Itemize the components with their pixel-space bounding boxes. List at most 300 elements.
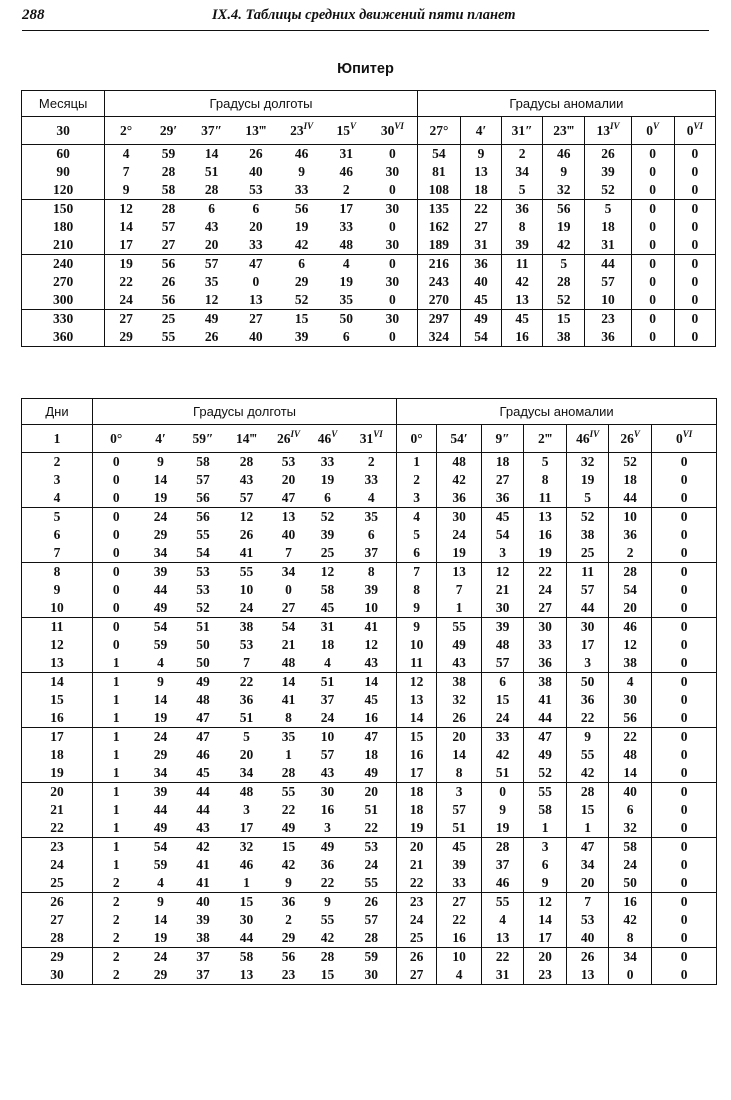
longitude-cell: 28 [320,949,335,964]
anomaly-cell: 1 [524,819,567,838]
longitude-cell: 14 [153,472,168,487]
longitude-cell: 28 [161,201,176,216]
longitude-cell: 28 [190,181,233,200]
anomaly-group-header: Градусы аномалии [397,399,717,425]
longitude-cell: 6 [298,256,305,271]
longitude-cell: 30 [368,236,417,255]
anomaly-cell: $0^{VI}$ [652,425,717,453]
row-label: 270 [53,274,74,289]
row-label: 7 [22,544,93,563]
anomaly-cell: 243 [417,273,460,291]
order-superscript: IV [303,121,314,131]
table-row [22,273,716,291]
anomaly-cell: 18 [482,453,524,472]
longitude-cell: 56 [281,949,296,964]
anomaly-cell: 2 [502,145,543,164]
longitude-cell: 34 [140,544,182,563]
anomaly-cell: 19 [482,819,524,838]
anomaly-cell: 23 [524,966,567,985]
anomaly-cell: 8 [502,218,543,236]
longitude-cell: 19 [320,472,335,487]
anomaly-cell: 0 [652,783,717,802]
longitude-cell: 12 [190,291,233,310]
anomaly-cell: 45 [437,838,482,857]
anomaly-cell: 6 [524,856,567,874]
row-label: 10 [22,599,93,618]
longitude-cell: 44 [225,929,269,948]
longitude-cell: 1 [93,728,140,747]
anomaly-cell: 19 [543,218,585,236]
longitude-cell: $15^V$ [325,117,368,145]
table-row [22,544,717,563]
anomaly-cell: 15 [482,691,524,709]
longitude-cell: 15 [294,311,309,326]
longitude-cell: 42 [278,236,324,255]
anomaly-cell: 14 [437,746,482,764]
anomaly-cell: 9 [397,599,437,618]
longitude-cell: 30 [385,311,400,326]
anomaly-cell: 42 [567,764,609,783]
row-label: 4 [22,489,93,508]
table-row [22,236,716,255]
anomaly-cell: 13 [437,563,482,582]
longitude-cell: 12 [320,564,335,579]
anomaly-cell: 43 [437,654,482,673]
longitude-cell: 47 [182,709,225,728]
anomaly-cell: 18 [460,181,501,200]
longitude-cell: 3 [309,819,347,838]
anomaly-cell: $26^V$ [609,425,652,453]
longitude-cell: 54 [281,619,296,634]
longitude-cell: 40 [196,894,210,909]
longitude-cell: 29′ [147,117,190,145]
anomaly-cell: 20 [397,838,437,857]
anomaly-cell: 297 [417,310,460,329]
anomaly-cell: 10 [609,508,652,527]
row-label: 30 [22,117,105,145]
anomaly-cell: 9″ [482,425,524,453]
row-label: 180 [53,219,74,234]
anomaly-cell: 8 [524,471,567,489]
longitude-cell: 34 [225,764,269,783]
longitude-cell: 58 [320,582,335,597]
table-row [22,673,717,692]
anomaly-cell: 6 [482,673,524,692]
anomaly-cell: 32 [609,819,652,838]
row-label-header: Месяцы [22,91,105,117]
anomaly-cell: 23 [585,310,631,329]
longitude-cell: 49 [347,764,397,783]
row-label: 25 [22,874,93,893]
longitude-cell: 0 [252,274,260,289]
longitude-cell: 19 [140,489,182,508]
longitude-cell: 40 [249,329,263,344]
longitude-cell: 33 [233,236,278,255]
longitude-cell: 1 [285,747,292,762]
anomaly-cell: $46^{IV}$ [567,425,609,453]
anomaly-cell: 22 [567,709,609,728]
anomaly-cell: 4 [609,673,652,692]
longitude-cell: 0 [388,256,396,271]
longitude-cell: 26 [204,329,219,344]
anomaly-cell: 5 [567,489,609,508]
anomaly-cell: 0 [652,948,717,967]
longitude-cell: 13 [239,967,254,982]
longitude-cell: 0 [93,508,140,527]
anomaly-cell: 27 [397,966,437,985]
longitude-cell: 39 [320,527,335,542]
longitude-cell: 6 [342,329,350,344]
longitude-cell: 1 [93,709,140,728]
anomaly-cell: 30 [437,508,482,527]
anomaly-cell: 0 [652,911,717,929]
anomaly-cell: 49 [437,636,482,654]
anomaly-cell: 56 [609,709,652,728]
anomaly-cell: 5 [543,255,585,274]
anomaly-cell: 0 [674,236,715,255]
anomaly-cell: 11 [502,255,543,274]
anomaly-cell: 12 [397,673,437,692]
longitude-cell: 21 [281,637,296,652]
anomaly-cell: 4′ [460,117,501,145]
longitude-cell: 24 [225,599,269,618]
longitude-cell: 29 [153,967,168,982]
longitude-cell: 45 [364,692,379,707]
table-row [22,691,717,709]
anomaly-cell: 0 [652,618,717,637]
longitude-cell: 6 [252,201,260,216]
row-label: 20 [50,784,64,799]
longitude-cell: 46 [239,857,254,872]
anomaly-cell: 14 [609,764,652,783]
longitude-cell: 8 [367,564,375,579]
anomaly-cell: 48 [482,636,524,654]
longitude-cell: 44 [153,802,168,817]
anomaly-cell: 31″ [502,117,543,145]
table-row [22,636,717,654]
longitude-cell: 5 [243,729,250,744]
longitude-cell: 14 [204,146,219,161]
longitude-cell: 57 [364,912,379,927]
longitude-cell: 24 [364,857,379,872]
anomaly-cell: 13 [397,691,437,709]
longitude-cell: 55 [347,874,397,893]
longitude-cell: 2° [105,117,147,145]
anomaly-cell: 22 [397,874,437,893]
anomaly-cell: 2 [609,544,652,563]
longitude-cell: 14 [281,674,296,689]
longitude-cell: 22 [239,674,254,689]
page-header [22,0,709,31]
anomaly-cell: 34 [502,163,543,181]
longitude-cell: 0 [93,526,140,544]
longitude-cell: 49 [320,839,335,854]
anomaly-cell: 57 [437,801,482,819]
longitude-cell: 10 [239,582,254,597]
table-row [22,489,717,508]
anomaly-cell: 13 [482,929,524,948]
table-row [22,599,717,618]
anomaly-cell: 5 [502,181,543,200]
row-label: 11 [50,619,64,634]
anomaly-cell: 38 [524,673,567,692]
row-label: 30 [50,967,64,982]
anomaly-cell: 0 [631,236,674,255]
anomaly-cell: 39 [482,618,524,637]
anomaly-cell: 20 [437,728,482,747]
longitude-cell: 15 [239,894,254,909]
anomaly-cell: 0 [631,218,674,236]
anomaly-cell: 18 [585,218,631,236]
longitude-cell: 51 [225,709,269,728]
table-row [22,163,716,181]
longitude-cell: 30 [364,967,379,982]
order-superscript: VI [373,429,383,439]
longitude-cell: 23 [281,967,296,982]
anomaly-cell: 2 [397,471,437,489]
longitude-cell: 37 [196,967,210,982]
longitude-cell: 47 [364,729,379,744]
longitude-cell: 39 [294,329,309,344]
row-label: 300 [22,291,105,310]
anomaly-cell: $13^{IV}$ [585,117,631,145]
longitude-cell: 41 [281,692,296,707]
anomaly-cell: 0 [674,145,715,164]
anomaly-cell: 52 [585,181,631,200]
order-superscript: VI [682,429,693,439]
longitude-cell: 27 [105,310,147,329]
anomaly-cell: 38 [567,526,609,544]
longitude-cell: 22 [309,874,347,893]
anomaly-cell: 19 [437,544,482,563]
longitude-cell: 42 [281,857,296,872]
table-row [22,709,717,728]
longitude-cell: 4 [309,654,347,673]
anomaly-cell: 0 [652,838,717,857]
anomaly-cell: 11 [397,654,437,673]
anomaly-cell: 1 [437,599,482,618]
longitude-cell: 24 [309,709,347,728]
row-label: 3 [53,472,61,487]
longitude-cell: 52 [182,599,225,618]
longitude-cell: 15 [320,967,335,982]
longitude-cell: 55 [320,912,335,927]
longitude-cell: 54 [153,619,168,634]
longitude-cell: 9 [157,674,164,689]
anomaly-cell: 0 [631,200,674,219]
longitude-cell: 30 [385,201,400,216]
anomaly-cell: 48 [437,453,482,472]
order-superscript: V [331,429,338,439]
table-row [22,966,717,985]
anomaly-cell: 12 [482,563,524,582]
longitude-cell: 0 [388,329,396,344]
anomaly-cell: 58 [524,801,567,819]
anomaly-cell: 3 [567,654,609,673]
anomaly-cell: 31 [460,236,501,255]
longitude-cell: 1 [93,838,140,857]
anomaly-cell: 27 [460,218,501,236]
anomaly-cell: 14 [524,911,567,929]
table-row [22,838,717,857]
table-row [22,929,717,948]
anomaly-cell: 50 [609,874,652,893]
anomaly-cell: 0 [674,255,715,274]
anomaly-cell: 10 [397,636,437,654]
longitude-cell: 18 [364,747,379,762]
anomaly-cell: 16 [397,746,437,764]
anomaly-cell: 24 [524,581,567,599]
anomaly-cell: 0 [652,581,717,599]
anomaly-cell: 36 [437,489,482,508]
anomaly-cell: 30 [482,599,524,618]
anomaly-cell: 7 [567,893,609,912]
anomaly-cell: 10 [437,948,482,967]
anomaly-cell: $0^{VI}$ [674,117,715,145]
row-label: 29 [50,949,64,964]
table-row [22,801,717,819]
anomaly-cell: 27 [524,599,567,618]
longitude-cell: $46^V$ [309,425,347,453]
anomaly-cell: 8 [609,929,652,948]
row-label: 15 [50,692,64,707]
row-label: 24 [50,857,64,872]
longitude-cell: 4 [347,489,397,508]
anomaly-cell: 2‴ [524,425,567,453]
longitude-cell: 51 [320,674,335,689]
anomaly-cell: 28 [543,273,585,291]
longitude-cell: 24 [153,949,168,964]
longitude-cell: 33 [339,219,354,234]
anomaly-cell: 13 [524,508,567,527]
anomaly-cell: 0 [652,966,717,985]
longitude-group-header: Градусы долготы [93,399,397,425]
anomaly-cell: 20 [609,599,652,618]
table-row [22,471,717,489]
anomaly-cell: 6 [609,801,652,819]
longitude-cell: 29 [153,747,168,762]
longitude-cell: 0 [93,636,140,654]
longitude-cell: 25 [161,311,176,326]
anomaly-cell: 8 [437,764,482,783]
longitude-cell: 57 [320,747,335,762]
longitude-cell: 14 [153,692,168,707]
longitude-cell: 1 [93,764,140,783]
longitude-cell: 2 [93,929,140,948]
longitude-cell: 58 [196,454,210,469]
anomaly-cell: 24 [437,526,482,544]
anomaly-cell: 0 [631,181,674,200]
row-label: 26 [50,894,64,909]
anomaly-cell: 36 [585,328,631,347]
longitude-cell: 16 [347,709,397,728]
longitude-cell: 47 [249,256,263,271]
longitude-cell: 17 [105,236,147,255]
anomaly-cell: 25 [397,929,437,948]
longitude-cell: 0 [93,544,140,563]
longitude-cell: 48 [239,784,254,799]
anomaly-cell: 14 [397,709,437,728]
longitude-cell: 38 [239,619,254,634]
longitude-cell: 14 [364,674,379,689]
anomaly-cell: 0 [652,599,717,618]
anomaly-cell: 0 [652,563,717,582]
longitude-cell: 42 [309,929,347,948]
longitude-cell: 46 [196,747,210,762]
table-row [22,728,717,747]
anomaly-cell: 0 [652,654,717,673]
anomaly-cell: 0 [652,453,717,472]
longitude-cell: 46 [339,164,354,179]
anomaly-cell: 162 [417,218,460,236]
anomaly-cell: 17 [524,929,567,948]
anomaly-cell: 45 [482,508,524,527]
longitude-cell: 0 [93,618,140,637]
longitude-cell: 0 [93,471,140,489]
longitude-cell: 58 [239,949,254,964]
longitude-cell: 19 [339,274,354,289]
row-label: 120 [22,181,105,200]
longitude-cell: 0 [388,146,396,161]
anomaly-cell: 16 [502,328,543,347]
anomaly-cell: 31 [585,236,631,255]
anomaly-cell: 52 [567,508,609,527]
longitude-cell: 3 [243,802,250,817]
anomaly-cell: 20 [524,948,567,967]
anomaly-cell: 1 [567,819,609,838]
anomaly-cell: 81 [417,163,460,181]
anomaly-cell: 0 [631,273,674,291]
longitude-cell: 2 [93,893,140,912]
anomaly-cell: 0 [652,929,717,948]
anomaly-cell: 44 [567,599,609,618]
longitude-cell: 12 [239,509,254,524]
anomaly-group-header: Градусы аномалии [417,91,715,117]
longitude-cell: 42 [196,839,210,854]
anomaly-cell: 18 [397,801,437,819]
longitude-cell: 29 [105,328,147,347]
longitude-cell: 35 [204,274,219,289]
longitude-cell: 52 [320,509,335,524]
longitude-cell: 7 [269,544,309,563]
anomaly-cell: 54 [609,581,652,599]
longitude-cell: 50 [339,311,354,326]
anomaly-cell: 13 [460,163,501,181]
longitude-cell: 24 [153,729,168,744]
longitude-cell: 57 [161,219,176,234]
longitude-cell: 6 [309,489,347,508]
anomaly-cell: 5 [397,526,437,544]
anomaly-cell: 39 [437,856,482,874]
table-row [22,746,717,764]
longitude-cell: 1 [225,874,269,893]
anomaly-cell: 52 [543,291,585,310]
anomaly-cell: 9 [543,163,585,181]
anomaly-cell: 0 [652,691,717,709]
longitude-cell: 43 [347,654,397,673]
longitude-cell: 33 [320,454,335,469]
anomaly-cell: 27 [437,893,482,912]
longitude-cell: 44 [196,802,210,817]
longitude-cell: 9 [324,894,331,909]
anomaly-cell: 216 [417,255,460,274]
longitude-cell: 51 [204,164,219,179]
anomaly-cell: 23‴ [543,117,585,145]
longitude-cell: 55 [196,527,210,542]
longitude-cell: 56 [196,509,210,524]
anomaly-cell: 0 [631,255,674,274]
row-label: 210 [22,236,105,255]
